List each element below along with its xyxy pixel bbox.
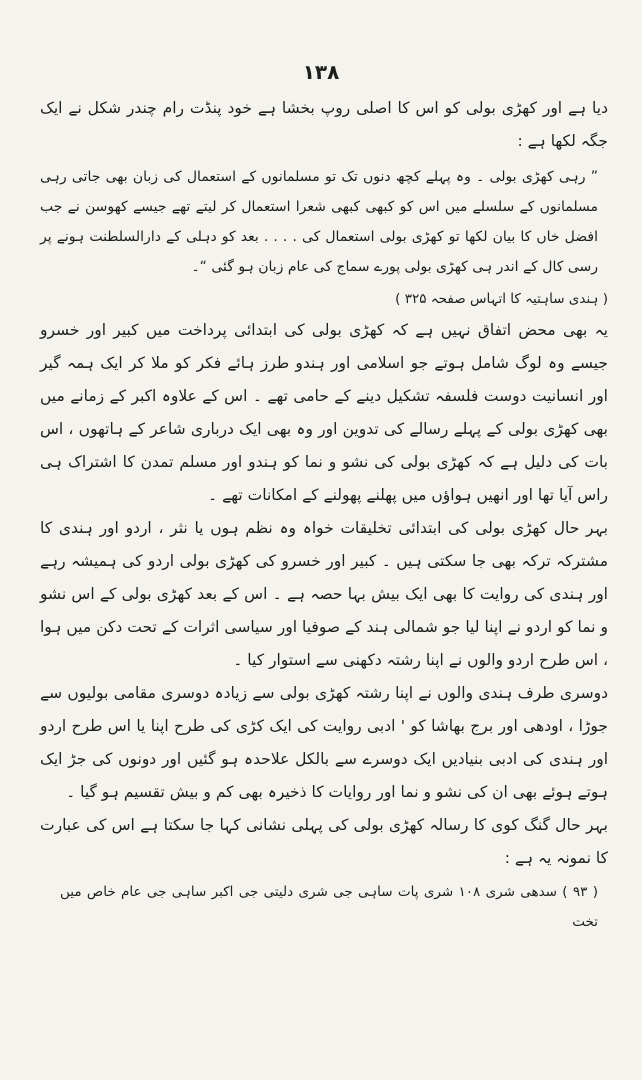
page-body (40, 92, 608, 937)
paragraph-gang-kavi: بہر حال گنگ کوی کا رسالہ کھڑی بولی کی پہلی نشانی کہا جا سکتا ہے اس کی عبارت کا نمونہ یہ ہے : (40, 816, 608, 867)
paragraph-kabir-khusro: یہ بھی محض اتفاق نہیں ہے کہ کھڑی بولی کی ابتدائی پرداخت میں کبیر اور خسرو جیسے وہ لوگ شامل ہوتے جو اسلامی اور ہندو طرز ہائے فکر کو ملا کر ایک ہمہ گیر اور انسانیت دوست فلسفہ تشکیل دینے کے حامی تھے ۔ اس کے علاوہ اکبر کے زمانے میں بھی کھڑی بولی کے پہلے رسالے کی تدوین اور وہ بھی ایک درباری شاعر کے ہاتھوں ، اس بات کی دلیل ہے کہ کھڑی بولی کی نشو و نما کو ہندو اور مسلم تمدن کا اشتراک ہی راس آیا تھا اور انھیں ہواؤں میں پھلنے پھولنے کے امکانات تھے ۔ (40, 321, 608, 504)
example-excerpt: ( ۹۳ ) سدھی شری ۱۰۸ شری پات ساہی جی شری دلیتی جی اکبر ساہی جی عام خاص میں تخت (60, 884, 599, 930)
paragraph-hindi-dialects: دوسری طرف ہندی والوں نے اپنا رشتہ کھڑی بولی سے زیادہ دوسری مقامی بولیوں سے جوڑا ، اودھی اور برج بھاشا کو ' ادبی روایت کی ایک کڑی کی طرح اپنا یا اس طرح اردو اور ہندی کی ادبی بنیادیں ایک دوسرے سے بالکل علاحدہ ہو گئیں اور دونوں کی جڑ ایک ہوتے ہوئے بھی ان کی نشو و نما اور روایات کا ذخیرہ بھی کم و بیش تقسیم ہو گیا ۔ (40, 684, 608, 801)
paragraph-intro: دیا ہے اور کھڑی بولی کو اس کا اصلی روپ بخشا ہے خود پنڈت رام چندر شکل نے ایک جگہ لکھا ہے : (40, 99, 608, 150)
quote-citation: ( ہندی ساہتیہ کا اتہاس صفحہ ۳۲۵ ) (395, 291, 608, 307)
paragraph-shared-heritage: بہر حال کھڑی بولی کی ابتدائی تخلیقات خواہ وہ نظم ہوں یا نثر ، اردو اور ہندی کا مشترکہ ترکہ بھی جا سکتی ہیں ۔ کبیر اور خسرو کی کھڑی بولی اردو کی ہمیشہ رہے اور ہندی کی روایت کا بھی ایک بیش بہا حصہ ہے ۔ اس کے بعد کھڑی بولی کے اس نشو و نما کو اردو نے اپنا لیا جو شمالی ہند کے صوفیا اور سیاسی اثرات کے تحت دکن میں ہوا ، اس طرح اردو والوں نے اپنا رشتہ دکھنی سے استوار کیا ۔ (40, 519, 608, 669)
block-quote: ” رہی کھڑی بولی ۔ وہ پہلے کچھ دنوں تک تو مسلمانوں کے استعمال کی زبان بھی جاتی رہی مسلمانوں کے سلسلے میں اس کو کبھی کبھی شعرا استعمال کر لیتے تھے جیسے کھوسن نے جب افضل خاں کا بیان لکھا تو کھڑی بولی استعمال کی . . . . بعد کو دہلی کے دارالسلطنت ہونے پر رسی کال کے اندر ہی کھڑی بولی پورے سماج کی عام زبان ہو گئی “۔ (40, 169, 598, 275)
page-number: ۱۳۸ (302, 60, 340, 84)
